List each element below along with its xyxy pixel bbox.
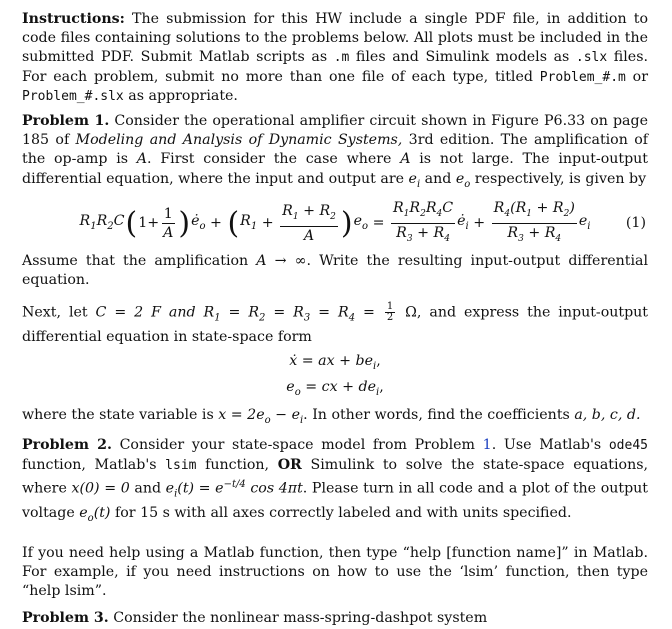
slx-extension: .slx — [575, 50, 608, 66]
problem1-heading: Problem 1. — [22, 113, 110, 130]
help-paragraph: If you need help using a Matlab function, then type “help [function name]” in Matlab. For example, if you need instructions on how to use the ‘lsim’ function, then type “help lsim”. — [22, 544, 648, 600]
book-title: Modeling and Analysis of Dynamic Systems, — [75, 132, 403, 149]
state-space-equations: ẋ = ax + $be_i$, $e_o$ = cx + $de_i$, — [286, 352, 384, 398]
lsim-function: lsim — [165, 457, 197, 473]
homework-page — [22, 10, 648, 629]
instructions-heading: Instructions: — [22, 11, 125, 27]
problem2-paragraph: Problem 2. Consider your state-space model from Problem 1. Use Matlab's ode45 function, Matlab's lsim function, OR Simulink to solve the state-space equations, where x(0) = 0 and $e_i(t) = e^{-t/4}$ cos 4πt. Please turn in all code and a plot of the output voltage $e_o(t)$ for 15 s with all axes correctly labeled and with units specified. — [22, 437, 648, 524]
problem1-reference: 1 — [482, 437, 492, 454]
m-extension: .m — [333, 50, 350, 66]
state-variable-paragraph: where the state variable is $x = 2e_o - e_i$. In other words, find the coefficients a, b, c, d. — [22, 407, 641, 427]
parameters-paragraph: Next, let C = 2 F and $R_1 = R_2 = R_3 = R_4$ = $\frac{1}{2}$ Ω, and express the input-output differential equation in state-space form — [22, 301, 648, 345]
slx-filename: Problem_#.slx — [22, 88, 124, 104]
equation-1: $R_1R_2C$ ( 1+ $\frac{1}{A}$ ) $ė_o$ + ( $R_1$ + $\frac{R_1 + R_2}{A}$ ) $e_o$ = $\frac{R_1R_2R_4C}{R_3 + R_4}$ $ė_i$ + $\frac{R_4(R_1 + R_2)}{R_3 + R_4}$ $e_i$ (1) — [79, 200, 646, 245]
equation-number: (1) — [625, 214, 646, 231]
limit-paragraph: Assume that the amplification A → ∞. Write the resulting input-output differential equation. — [22, 252, 648, 288]
problem3-heading: Problem 3. — [22, 610, 109, 627]
m-filename: Problem_#.m — [539, 69, 626, 85]
problem2-heading: Problem 2. — [22, 437, 112, 454]
ode45-function: ode45 — [608, 438, 648, 454]
instructions-paragraph: Instructions: The submission for this HW include a single PDF file, in addition to code files containing solutions to the problems below. All plots must be included in the submitted PDF. Submit Matlab scripts as .m files and Simulink models as .slx files. For each problem, submit no more than one file of each type, titled Problem_#.m or Problem_#.slx as appropriate. — [22, 11, 648, 104]
limit-expression: A → ∞ — [256, 252, 307, 269]
problem3-paragraph: Problem 3. Consider the nonlinear mass-spring-dashpot system — [22, 610, 488, 627]
problem1-intro: Problem 1. Consider the operational amplifier circuit shown in Figure P6.33 on page 185 of Modeling and Analysis of Dynamic Systems, 3rd edition. The amplification of the op-amp is A. First consider the case where A is not large. The input-output differential equation, where the input and output are $e_i$ and $e_o$ respectively, is given by — [22, 113, 649, 190]
